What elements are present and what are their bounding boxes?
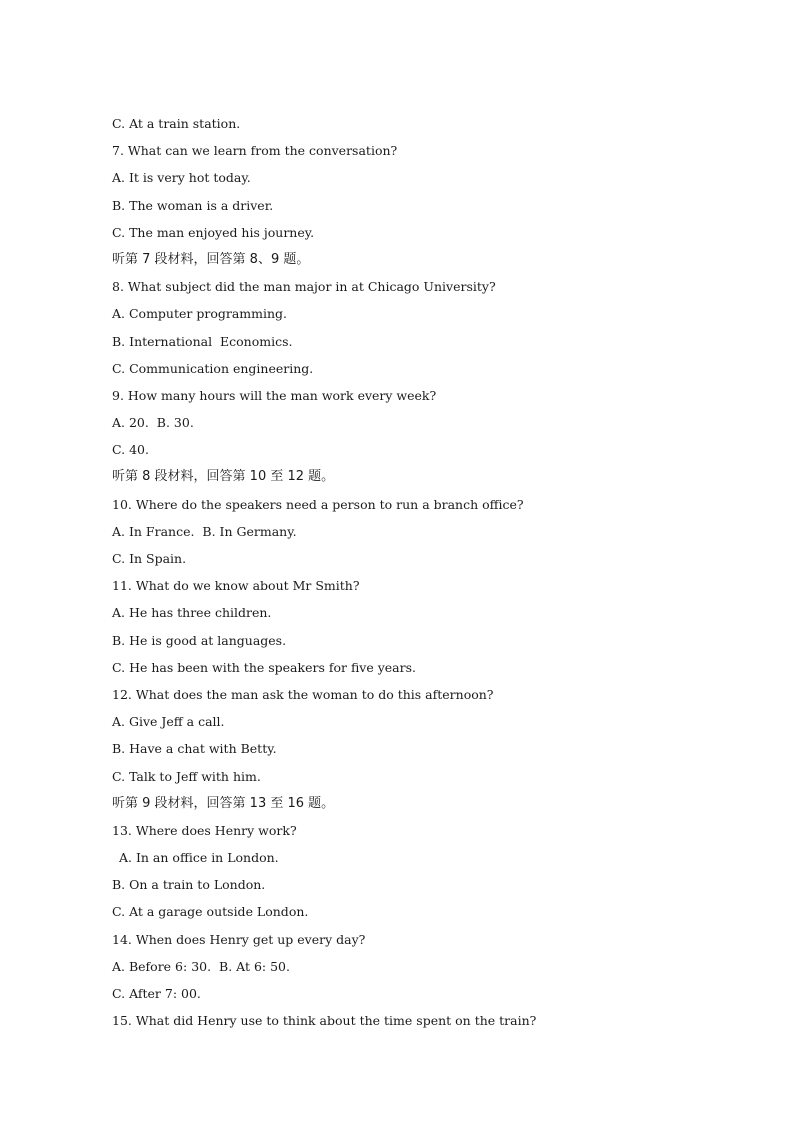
option-line: A. He has three children. (112, 605, 272, 621)
option-line: C. At a train station. (112, 116, 241, 131)
question-line: 10. Where do the speakers need a person to run a branch office? (112, 496, 524, 512)
option-line: A. 20. B. 30. (112, 415, 194, 431)
option-line: B. The woman is a driver. (112, 197, 274, 213)
option-line: A. Before 6: 30. B. At 6: 50. (112, 958, 290, 974)
question-line: 8. What subject did the man major in at Chicago University? (112, 279, 496, 295)
option-line: C. Communication engineering. (112, 360, 314, 376)
option-line: B. Have a chat with Betty. (112, 741, 277, 757)
question-line: 15. What did Henry use to think about the time spent on the train? (112, 1013, 537, 1029)
option-line: B. On a train to London. (112, 877, 266, 893)
option-line: C. 40. (112, 442, 149, 458)
question-line: 12. What does the man ask the woman to do this afternoon? (112, 686, 494, 702)
option-line: C. The man enjoyed his journey. (112, 224, 315, 240)
option-line: A. Computer programming. (112, 306, 287, 322)
question-line: 7. What can we learn from the conversation? (112, 143, 398, 159)
option-line: C. Talk to Jeff with him. (112, 768, 261, 784)
option-line: C. He has been with the speakers for five years. (112, 659, 416, 675)
document-body (112, 114, 732, 1038)
option-line: A. It is very hot today. (112, 170, 251, 186)
section-heading: 听第 8 段材料，回答第 10 至 12 题。 (112, 469, 335, 485)
question-line: 11. What do we know about Mr Smith? (112, 578, 360, 594)
section-heading: 听第 9 段材料，回答第 13 至 16 题。 (112, 795, 335, 811)
option-line: A. Give Jeff a call. (112, 714, 225, 730)
question-line: 9. How many hours will the man work every week? (112, 387, 437, 403)
option-line: B. He is good at languages. (112, 632, 287, 648)
option-line: C. In Spain. (112, 551, 187, 566)
option-line: B. International Economics. (112, 333, 293, 349)
option-line: A. In France. B. In Germany. (112, 523, 297, 539)
option-line: C. After 7: 00. (112, 986, 201, 1001)
section-heading: 听第 7 段材料，回答第 8、9 题。 (112, 251, 310, 267)
question-line: 14. When does Henry get up every day? (112, 931, 366, 947)
option-line: C. At a garage outside London. (112, 904, 309, 920)
option-line: A. In an office in London. (119, 850, 279, 866)
question-line: 13. Where does Henry work? (112, 822, 297, 838)
